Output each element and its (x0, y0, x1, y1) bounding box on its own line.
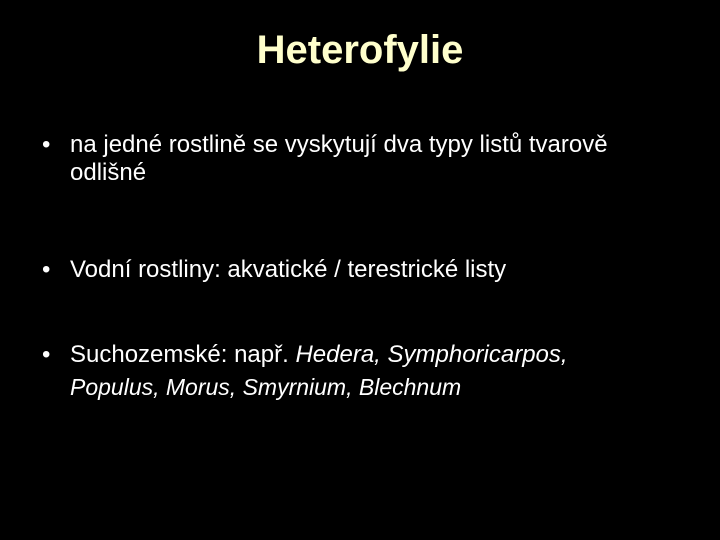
bullet-item-terrestrial-plants (42, 341, 682, 401)
bullet-item-aquatic-plants (42, 256, 682, 284)
bullet-text: Vodní rostliny: akvatické / terestrické listy (70, 256, 507, 283)
bullet-icon: • (42, 256, 51, 283)
bullet-icon: • (42, 131, 51, 158)
bullet-text: na jedné rostlině se vyskytují dva typy listů tvarově odlišné (70, 131, 608, 186)
example-prefix: např. (234, 341, 289, 368)
bullet-icon: • (42, 341, 51, 368)
bullet-line-1 (70, 341, 568, 368)
bullet-text (70, 341, 682, 401)
species-list-2: Populus, Morus, Smyrnium, Blechnum (70, 374, 462, 400)
species-list-1: Hedera, Symphoricarpos, (295, 341, 568, 368)
terrestrial-label: Suchozemské: (70, 341, 228, 368)
bullet-item-heterophylly-definition (42, 131, 682, 187)
slide-title: Heterofylie (256, 28, 464, 72)
